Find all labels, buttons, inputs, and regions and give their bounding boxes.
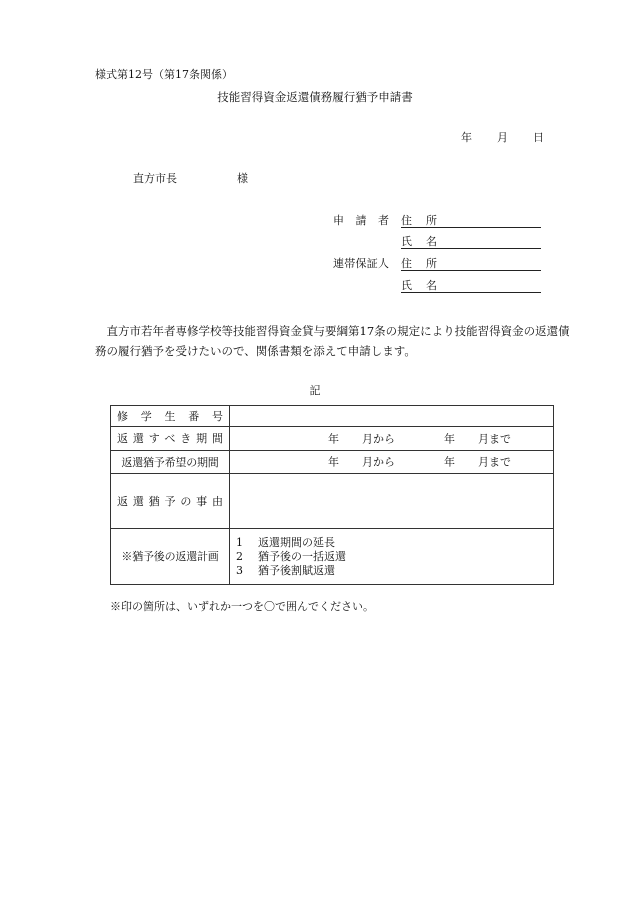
- deferment-period-field[interactable]: [230, 451, 554, 474]
- guarantor-name-field[interactable]: [401, 292, 541, 293]
- table-row-plan: [111, 529, 554, 585]
- addressee-honorific: 様: [237, 172, 248, 185]
- deferment-month-until: 月まで: [478, 455, 511, 469]
- deferment-form-table: [110, 405, 554, 585]
- guarantor-address-field[interactable]: [401, 270, 541, 271]
- date-year-label: 年: [461, 131, 472, 144]
- plan-label: ※猶予後の返還計画: [111, 529, 230, 585]
- reason-field[interactable]: [230, 474, 554, 529]
- student-number-field[interactable]: [230, 406, 554, 427]
- date-day-label: 日: [533, 131, 544, 144]
- deferment-year-until: 年: [444, 455, 455, 469]
- footnote: ※印の箇所は、いずれか一つを〇で囲んでください。: [110, 600, 374, 613]
- repayment-month-from: 月から: [362, 432, 395, 445]
- body-paragraph: 直方市若年者専修学校等技能習得資金貸与要綱第17条の規定により技能習得資金の返還債務の履行猶予を受けたいので、関係書類を添えて申請します。: [95, 324, 570, 358]
- table-row-student-number: [111, 406, 554, 427]
- applicant-address-field[interactable]: [401, 227, 541, 228]
- repayment-month-until: 月まで: [478, 432, 511, 445]
- repayment-year-from: 年: [328, 432, 339, 445]
- document-title: 技能習得資金返還債務履行猶予申請書: [217, 90, 413, 104]
- deferment-month-from: 月から: [362, 455, 395, 469]
- deferment-period-label: 返還猶予希望の期間: [111, 451, 230, 474]
- applicant-name-label: 氏名: [401, 235, 437, 248]
- guarantor-address-label: 住所: [401, 257, 437, 270]
- applicant-address-label: 住所: [401, 214, 437, 227]
- plan-option[interactable]: 3 猶予後割賦返還: [236, 563, 335, 577]
- addressee-name: 直方市長: [133, 172, 177, 185]
- table-row-repayment-period: [111, 427, 554, 451]
- ki-heading: 記: [309, 384, 321, 397]
- deferment-year-from: 年: [328, 455, 339, 469]
- form-number: 様式第12号（第17条関係）: [95, 68, 233, 81]
- plan-option[interactable]: 2 猶予後の一括返還: [236, 549, 346, 563]
- applicant-name-field[interactable]: [401, 248, 541, 249]
- student-number-label: 修学生番号: [111, 406, 230, 427]
- guarantor-name-label: 氏名: [401, 279, 437, 292]
- guarantor-role: 連帯保証人: [333, 257, 389, 270]
- repayment-period-label: 返還すべき期間: [111, 427, 230, 451]
- repayment-year-until: 年: [444, 432, 455, 445]
- table-row-reason: [111, 474, 554, 529]
- plan-field[interactable]: [230, 529, 554, 585]
- plan-option[interactable]: 1 返還期間の延長: [236, 535, 335, 549]
- applicant-role: 申請者: [333, 214, 389, 227]
- plan-options-list: [236, 536, 547, 578]
- table-row-deferment-period: [111, 451, 554, 474]
- reason-label: 返還猶予の事由: [111, 474, 230, 529]
- repayment-period-field[interactable]: [230, 427, 554, 451]
- date-month-label: 月: [497, 131, 508, 144]
